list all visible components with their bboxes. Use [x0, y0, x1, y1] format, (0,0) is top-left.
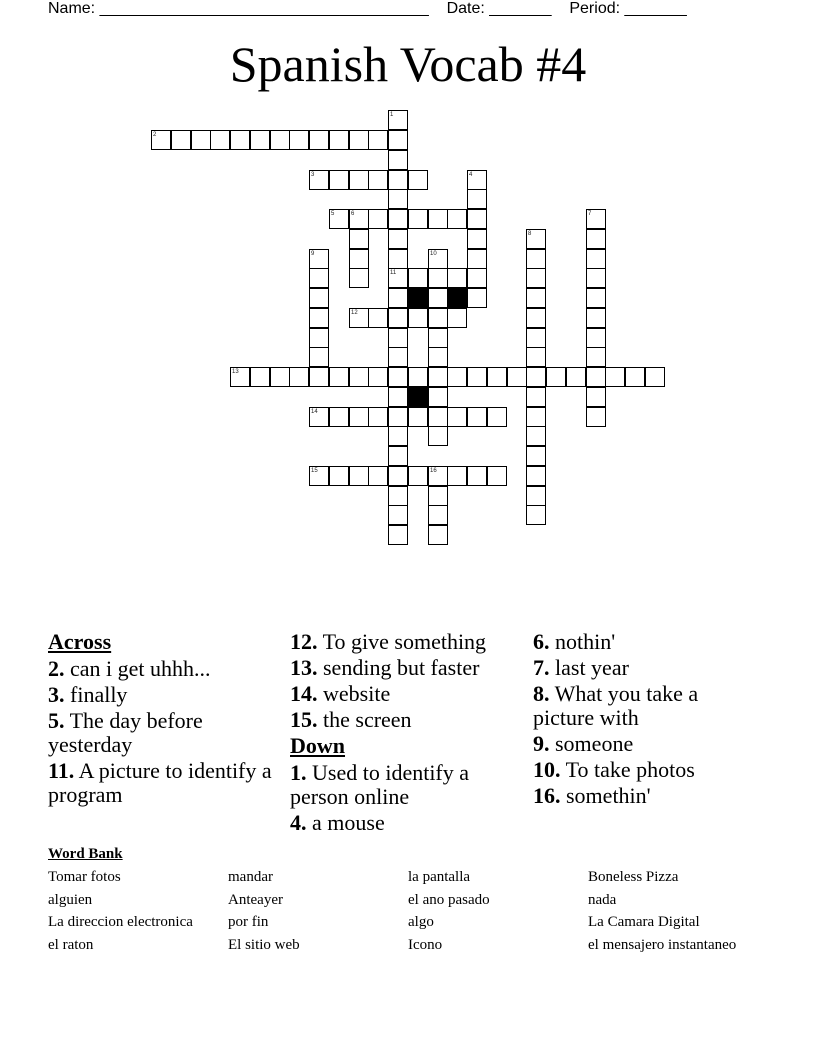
grid-cell[interactable] [388, 150, 408, 170]
down-heading: Down [290, 733, 346, 758]
grid-cell[interactable] [605, 367, 625, 387]
clue-across-5: 5. The day before yesterday [48, 708, 203, 757]
grid-cell[interactable] [526, 446, 546, 466]
across-heading: Across [48, 629, 112, 654]
black-cell [447, 288, 467, 308]
grid-cell[interactable] [309, 367, 329, 387]
grid-cell[interactable] [586, 328, 606, 348]
grid-cell[interactable] [368, 209, 388, 229]
grid-cell[interactable] [349, 466, 369, 486]
grid-cell[interactable] [329, 407, 349, 427]
grid-cell[interactable] [388, 446, 408, 466]
clue-across-3: 3. finally [48, 682, 128, 707]
grid-cell[interactable] [428, 505, 448, 525]
grid-cell[interactable] [526, 367, 546, 387]
grid-cell[interactable] [447, 466, 467, 486]
clue-column-2 [290, 630, 520, 837]
grid-cell[interactable] [210, 130, 230, 150]
grid-cell[interactable] [408, 407, 428, 427]
grid-cell[interactable] [309, 288, 329, 308]
grid-cell[interactable] [388, 189, 408, 209]
black-cell [408, 288, 428, 308]
grid-cell[interactable] [388, 486, 408, 506]
grid-cell[interactable] [467, 466, 487, 486]
clue-column-3 [533, 630, 763, 810]
grid-cell[interactable] [428, 328, 448, 348]
grid-cell[interactable] [388, 525, 408, 545]
grid-cell[interactable] [388, 130, 408, 150]
grid-cell[interactable] [526, 505, 546, 525]
grid-cell[interactable] [526, 387, 546, 407]
grid-cell[interactable] [250, 130, 270, 150]
grid-cell[interactable] [309, 130, 329, 150]
grid-cell[interactable] [428, 209, 448, 229]
grid-cell[interactable] [309, 268, 329, 288]
grid-cell[interactable] [408, 308, 428, 328]
grid-cell[interactable] [428, 426, 448, 446]
grid-cell[interactable] [487, 367, 507, 387]
grid-cell[interactable] [270, 367, 290, 387]
grid-cell[interactable] [368, 466, 388, 486]
grid-cell[interactable] [586, 268, 606, 288]
clue-number-15: 15 [311, 468, 318, 474]
grid-cell[interactable] [526, 486, 546, 506]
grid-cell[interactable] [388, 466, 408, 486]
grid-cell[interactable] [467, 189, 487, 209]
clue-down-8: 8. What you take a picture with [533, 681, 699, 730]
clue-number-10: 10 [430, 251, 437, 257]
grid-cell[interactable] [447, 367, 467, 387]
grid-cell[interactable] [388, 170, 408, 190]
grid-cell[interactable] [526, 328, 546, 348]
clue-down-4: 4. a mouse [290, 810, 385, 835]
clue-number-2: 2 [153, 132, 157, 138]
grid-cell[interactable] [467, 209, 487, 229]
grid-cell[interactable] [586, 347, 606, 367]
grid-cell[interactable] [368, 308, 388, 328]
clue-number-12: 12 [351, 310, 358, 316]
clue-number-16: 16 [430, 468, 437, 474]
grid-cell[interactable] [467, 249, 487, 269]
grid-cell[interactable] [447, 308, 467, 328]
grid-cell[interactable] [349, 249, 369, 269]
grid-cell[interactable] [526, 347, 546, 367]
word-bank-item: alguien [48, 892, 93, 908]
grid-cell[interactable] [368, 170, 388, 190]
word-bank-item: algo [408, 914, 434, 930]
grid-cell[interactable] [329, 367, 349, 387]
clue-across-2: 2. can i get uhhh... [48, 656, 211, 681]
grid-cell[interactable] [467, 288, 487, 308]
grid-cell[interactable] [467, 229, 487, 249]
grid-cell[interactable] [487, 466, 507, 486]
clue-across-11: 11. A picture to identify a program [48, 758, 272, 807]
clue-across-12: 12. To give something [290, 629, 487, 654]
grid-cell[interactable] [329, 130, 349, 150]
grid-cell[interactable] [428, 367, 448, 387]
grid-cell[interactable] [388, 229, 408, 249]
grid-cell[interactable] [586, 288, 606, 308]
grid-cell[interactable] [526, 268, 546, 288]
clue-number-6: 6 [351, 211, 355, 217]
grid-cell[interactable] [171, 130, 191, 150]
clue-number-9: 9 [311, 251, 315, 257]
grid-cell[interactable] [408, 268, 428, 288]
grid-cell[interactable] [349, 407, 369, 427]
clue-number-4: 4 [469, 172, 473, 178]
word-bank-item: Boneless Pizza [588, 869, 679, 885]
grid-cell[interactable] [428, 387, 448, 407]
clue-number-7: 7 [588, 211, 592, 217]
grid-cell[interactable] [487, 407, 507, 427]
grid-cell[interactable] [625, 367, 645, 387]
grid-cell[interactable] [526, 288, 546, 308]
grid-cell[interactable] [388, 407, 408, 427]
grid-cell[interactable] [289, 130, 309, 150]
grid-cell[interactable] [388, 328, 408, 348]
grid-cell[interactable] [447, 268, 467, 288]
grid-cell[interactable] [586, 229, 606, 249]
grid-cell[interactable] [586, 407, 606, 427]
grid-cell[interactable] [270, 130, 290, 150]
grid-cell[interactable] [645, 367, 665, 387]
grid-cell[interactable] [309, 308, 329, 328]
clue-down-16: 16. somethin' [533, 783, 651, 808]
clue-down-1: 1. Used to identify a person online [290, 760, 470, 809]
clue-number-3: 3 [311, 172, 315, 178]
grid-cell[interactable] [447, 209, 467, 229]
word-bank-item: el ano pasado [408, 892, 490, 908]
grid-cell[interactable] [388, 505, 408, 525]
grid-cell[interactable] [526, 407, 546, 427]
grid-cell[interactable] [368, 367, 388, 387]
grid-cell[interactable] [408, 170, 428, 190]
page-title: Spanish Vocab #4 [229, 36, 587, 92]
grid-cell[interactable] [566, 367, 586, 387]
grid-cell[interactable] [447, 407, 467, 427]
clue-across-15: 15. the screen [290, 707, 412, 732]
word-bank-item: El sitio web [228, 937, 300, 953]
grid-cell[interactable] [467, 268, 487, 288]
grid-cell[interactable] [507, 367, 527, 387]
grid-cell[interactable] [526, 466, 546, 486]
period-field[interactable]: Period: _______ [569, 0, 687, 17]
word-bank-item: Icono [408, 937, 443, 953]
grid-cell[interactable] [428, 288, 448, 308]
grid-cell[interactable] [428, 407, 448, 427]
grid-cell[interactable] [586, 308, 606, 328]
word-bank-title: Word Bank [48, 846, 123, 862]
word-bank-item: el mensajero instantaneo [588, 937, 737, 953]
clue-number-8: 8 [528, 231, 532, 237]
grid-cell[interactable] [309, 347, 329, 367]
grid-cell[interactable] [546, 367, 566, 387]
date-field[interactable]: Date: _______ [446, 0, 552, 17]
grid-cell[interactable] [586, 249, 606, 269]
name-field[interactable]: Name: _____________________________________ [48, 0, 429, 17]
clue-number-13: 13 [232, 369, 239, 375]
clue-down-9: 9. someone [533, 731, 634, 756]
grid-cell[interactable] [428, 308, 448, 328]
grid-cell[interactable] [388, 367, 408, 387]
word-bank-item: La Camara Digital [588, 914, 700, 930]
grid-cell[interactable] [329, 170, 349, 190]
clue-across-13: 13. sending but faster [290, 655, 480, 680]
grid-cell[interactable] [191, 130, 211, 150]
grid-cell[interactable] [289, 367, 309, 387]
grid-cell[interactable] [526, 249, 546, 269]
grid-cell[interactable] [349, 229, 369, 249]
black-cell [408, 387, 428, 407]
clue-column-1 [48, 630, 278, 809]
grid-cell[interactable] [349, 367, 369, 387]
clue-number-1: 1 [390, 112, 394, 118]
grid-cell[interactable] [408, 466, 428, 486]
grid-cell[interactable] [467, 407, 487, 427]
grid-cell[interactable] [368, 130, 388, 150]
grid-cell[interactable] [586, 367, 606, 387]
grid-cell[interactable] [388, 249, 408, 269]
grid-cell[interactable] [428, 268, 448, 288]
grid-cell[interactable] [428, 486, 448, 506]
grid-cell[interactable] [349, 130, 369, 150]
grid-cell[interactable] [329, 466, 349, 486]
grid-cell[interactable] [467, 367, 487, 387]
clue-across-14: 14. website [290, 681, 391, 706]
word-bank-item: Anteayer [228, 892, 283, 908]
grid-cell[interactable] [388, 387, 408, 407]
grid-cell[interactable] [526, 426, 546, 446]
grid-cell[interactable] [309, 328, 329, 348]
clue-number-5: 5 [331, 211, 335, 217]
grid-cell[interactable] [388, 288, 408, 308]
grid-cell[interactable] [428, 347, 448, 367]
grid-cell[interactable] [428, 525, 448, 545]
grid-cell[interactable] [368, 407, 388, 427]
word-bank-item: nada [588, 892, 617, 908]
grid-cell[interactable] [388, 209, 408, 229]
word-bank-item: La direccion electronica [48, 914, 193, 930]
word-bank-item: la pantalla [408, 869, 471, 885]
grid-cell[interactable] [349, 268, 369, 288]
clue-down-10: 10. To take photos [533, 757, 695, 782]
grid-cell[interactable] [408, 367, 428, 387]
clue-down-7: 7. last year [533, 655, 629, 680]
grid-cell[interactable] [408, 209, 428, 229]
word-bank-item: por fin [228, 914, 269, 930]
grid-cell[interactable] [388, 308, 408, 328]
grid-cell[interactable] [586, 387, 606, 407]
grid-cell[interactable] [250, 367, 270, 387]
word-bank-item: el raton [48, 937, 94, 953]
grid-cell[interactable] [349, 170, 369, 190]
grid-cell[interactable] [526, 308, 546, 328]
clue-number-11: 11 [390, 270, 397, 276]
grid-cell[interactable] [388, 347, 408, 367]
clue-number-14: 14 [311, 409, 318, 415]
word-bank-item: Tomar fotos [48, 869, 121, 885]
clue-down-6: 6. nothin' [533, 629, 616, 654]
grid-cell[interactable] [230, 130, 250, 150]
word-bank-item: mandar [228, 869, 273, 885]
grid-cell[interactable] [388, 426, 408, 446]
